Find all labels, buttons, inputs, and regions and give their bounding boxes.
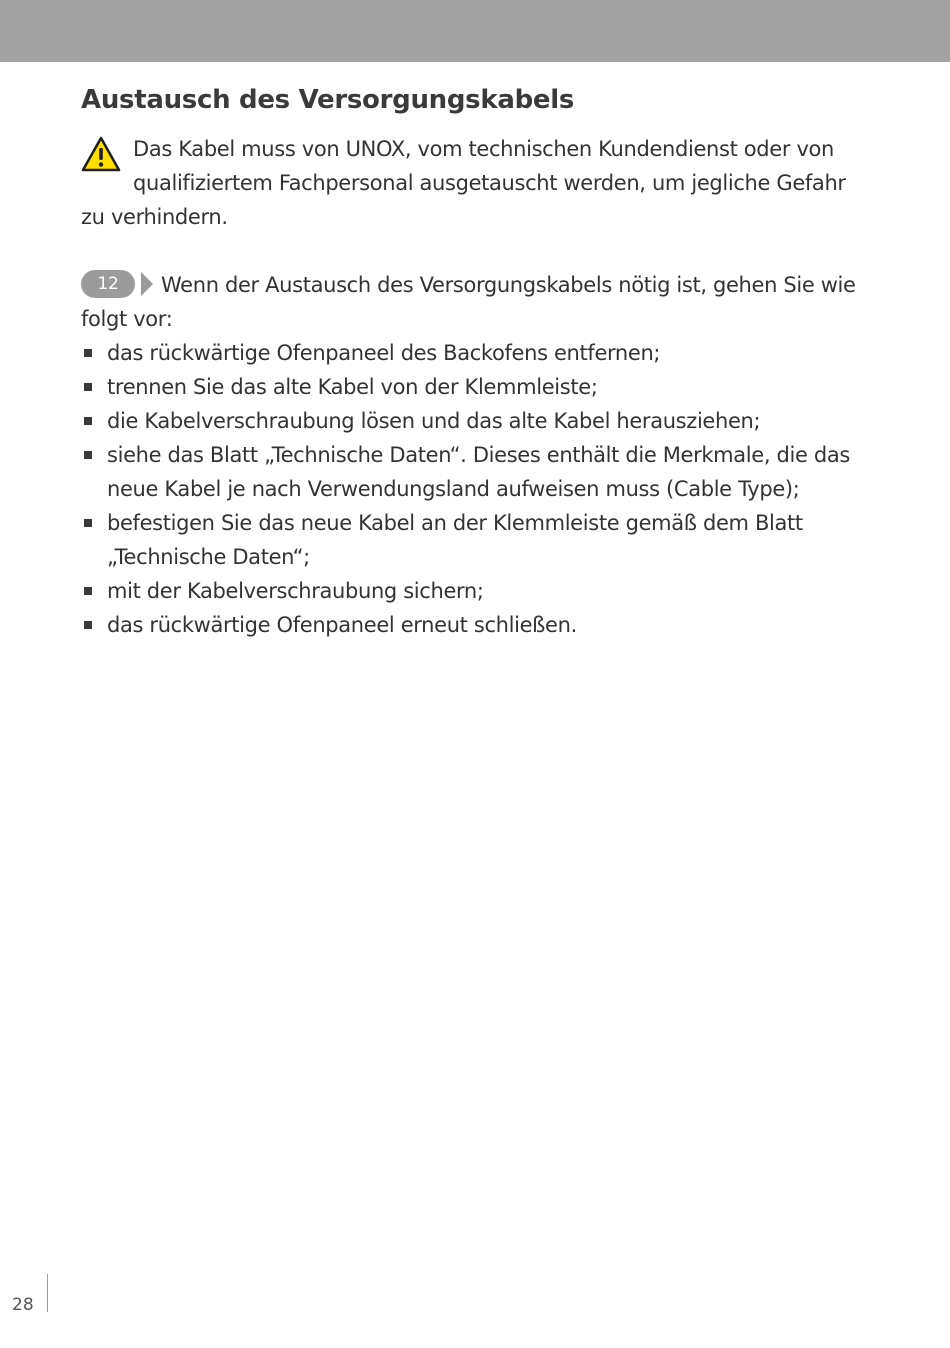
play-arrow-icon [139, 270, 155, 298]
square-bullet-icon [84, 621, 92, 629]
list-item-text: trennen Sie das alte Kabel von der Klemmleiste; [107, 375, 598, 399]
list-item [81, 608, 871, 642]
list-item [81, 370, 871, 404]
footer-divider [47, 1274, 48, 1312]
page-number: 28 [12, 1295, 34, 1315]
step-list [81, 336, 871, 642]
warning-note [81, 132, 871, 234]
list-item [81, 438, 871, 506]
list-item [81, 336, 871, 370]
instruction-intro: Wenn der Austausch des Versorgungskabels nötig ist, gehen Sie wie folgt vor: [81, 273, 856, 331]
instruction-block [81, 268, 871, 336]
list-item-text: das rückwärtige Ofenpaneel des Backofens entfernen; [107, 341, 661, 365]
square-bullet-icon [84, 383, 92, 391]
list-item [81, 404, 871, 438]
page-content [81, 82, 871, 642]
list-item-text: mit der Kabelverschraubung sichern; [107, 579, 484, 603]
square-bullet-icon [84, 417, 92, 425]
list-item [81, 574, 871, 608]
list-item-text: befestigen Sie das neue Kabel an der Klemmleiste gemäß dem Blatt „Technische Daten“; [107, 511, 803, 569]
square-bullet-icon [84, 519, 92, 527]
list-item [81, 506, 871, 574]
warning-triangle-icon [81, 136, 121, 172]
list-item-text: das rückwärtige Ofenpaneel erneut schließen. [107, 613, 577, 637]
square-bullet-icon [84, 349, 92, 357]
square-bullet-icon [84, 451, 92, 459]
square-bullet-icon [84, 587, 92, 595]
list-item-text: die Kabelverschraubung lösen und das alte Kabel herausziehen; [107, 409, 761, 433]
section-title: Austausch des Versorgungskabels [81, 85, 575, 115]
list-item-text: siehe das Blatt „Technische Daten“. Dieses enthält die Merkmale, die das neue Kabel je nach Verwendungsland aufweisen muss (Cable Type); [107, 443, 850, 501]
warning-text: Das Kabel muss von UNOX, vom technischen Kundendienst oder von qualifiziertem Fachpersonal ausgetauscht werden, um jegliche Gefahr zu verhindern. [81, 137, 846, 229]
header-bar [0, 0, 950, 62]
step-number: 12 [81, 270, 135, 298]
step-badge [81, 270, 155, 298]
